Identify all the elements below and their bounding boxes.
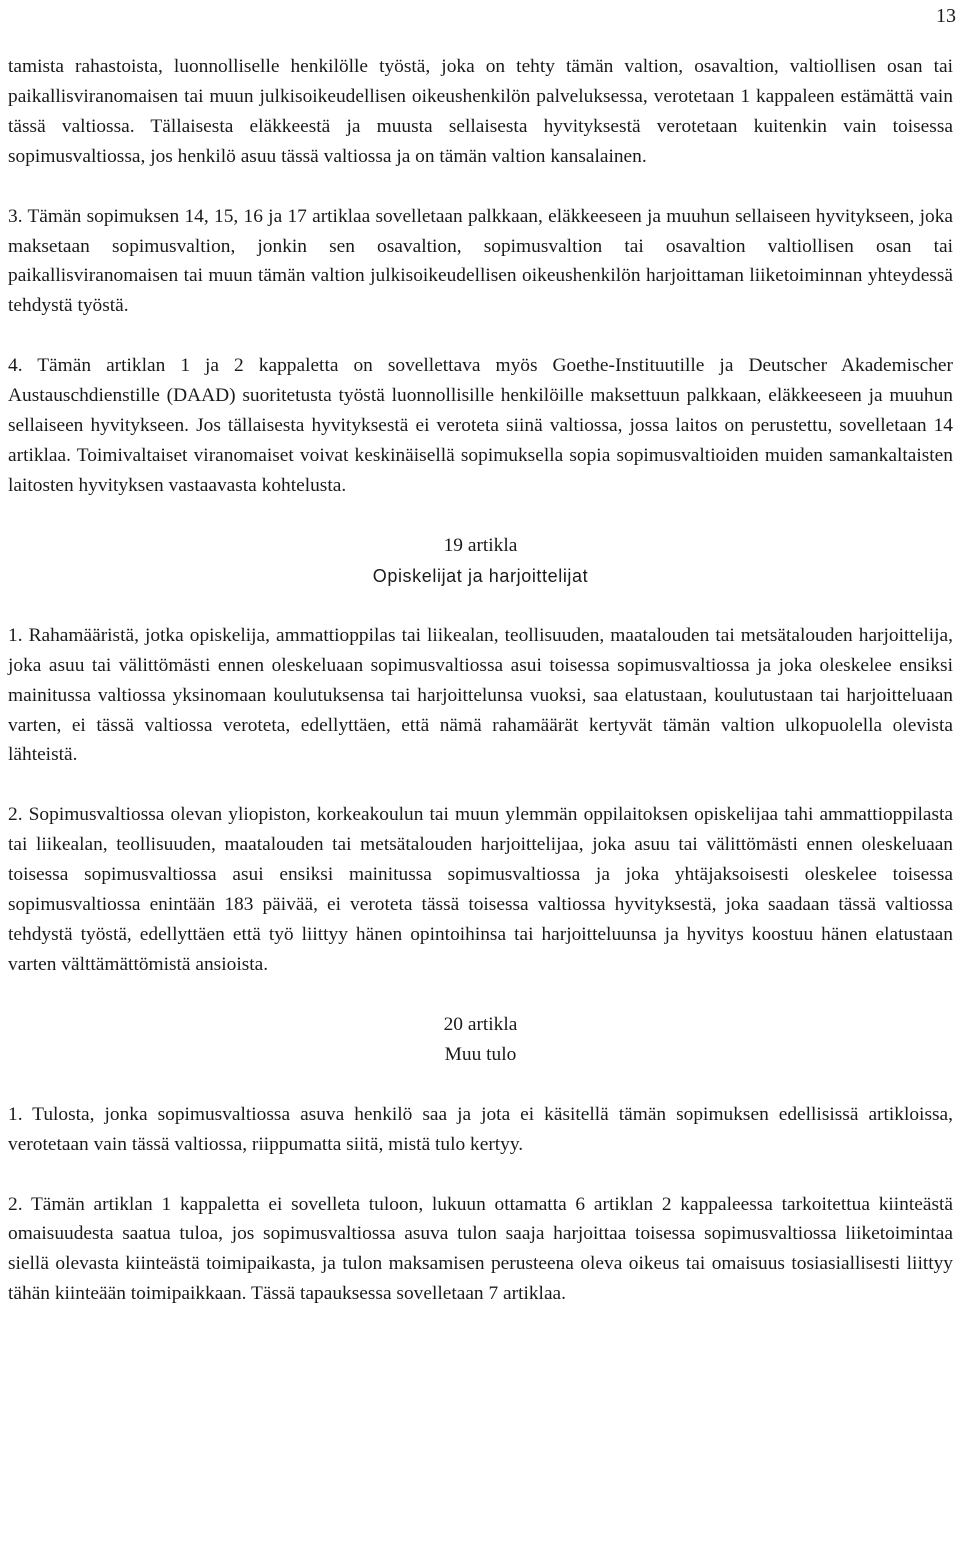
article-20-heading [8, 1010, 953, 1070]
paragraph-4: 4. Tämän artiklan 1 ja 2 kappaletta on sovellettava myös Goethe-Instituutille ja Deutscher Akademischer Austauschdienstille (DAAD) suoritetusta työstä luonnollisille henkilöille maksettuun palkkaan, eläkkeeseen ja muuhun sellaiseen hyvitykseen. Jos tällaisesta hyvityksestä ei veroteta siinä valtiossa, jossa laitos on perustettu, sovelletaan 14 artiklaa. Toimivaltaiset viranomaiset voivat keskinäisellä sopimuksella sopia sopimusvaltioiden muiden samankaltaisten laitosten hyvityksen vastaavasta kohtelusta. [8, 355, 953, 496]
paragraph-3: 3. Tämän sopimuksen 14, 15, 16 ja 17 artiklaa sovelletaan palkkaan, eläkkeeseen ja muuhun sellaiseen hyvitykseen, joka maksetaan sopimusvaltion, jonkin sen osavaltion, sopimusvaltion tai osavaltion valtiollisen osan tai paikallisviranomaisen tai muun tämän valtion julkisoikeudellisen oikeushenkilön harjoittaman liiketoiminnan yhteydessä tehdystä työstä. [8, 205, 953, 317]
article-20-paragraph-2: 2. Tämän artiklan 1 kappaletta ei sovelleta tuloon, lukuun ottamatta 6 artiklan 2 kappaleessa tarkoitettua kiinteästä omaisuudesta saatua tuloa, jos sopimusvaltiossa asuva tulon saaja harjoittaa toisessa sopimusvaltiossa liiketoimintaa siellä olevasta kiinteästä toimipaikasta, ja tulon maksamisen perusteena oleva oikeus tai omaisuus tosiasiallisesti liittyy tähän kiinteään toimipaikkaan. Tässä tapauksessa sovelletaan 7 artiklaa. [8, 1193, 953, 1305]
article-20-paragraph-1: 1. Tulosta, jonka sopimusvaltiossa asuva henkilö saa ja jota ei käsitellä tämän sopimuksen edellisissä artikloissa, verotetaan vain tässä valtiossa, riippumatta siitä, mistä tulo kertyy. [8, 1103, 953, 1155]
article-19-paragraph-2: 2. Sopimusvaltiossa olevan yliopiston, korkeakoulun tai muun ylemmän oppilaitoksen opiskelijaa tahi ammattioppilasta tai liikealan, teollisuuden, maatalouden tai metsätalouden harjoittelijaa, joka asuu tai välittömästi ennen oleskeluaan toisessa sopimusvaltiossa asui ensiksi mainitussa sopimusvaltiossa ja joka yhtäjaksoisesti oleskelee toisessa sopimusvaltiossa enintään 183 päivää, ei veroteta tässä toisessa valtiossa hyvityksestä, joka saadaan tässä valtiossa tehdystä työstä, edellyttäen että työ liittyy hänen opintoihinsa tai harjoitteluunsa ja hyvitys koostuu hänen elatustaan varten välttämättömistä ansioista. [8, 804, 953, 975]
page-number: 13 [936, 5, 956, 27]
article-20-title: Muu tulo [444, 1043, 517, 1065]
article-19-title: Opiskelijat ja harjoittelijat [372, 565, 589, 586]
article-19-paragraph-1: 1. Rahamääristä, jotka opiskelija, ammattioppilas tai liikealan, teollisuuden, maatalouden tai metsätalouden harjoittelija, joka asuu tai välittömästi ennen oleskeluaan sopimusvaltiossa asui toisessa sopimusvaltiossa ja joka oleskelee ensiksi mainitussa valtiossa yksinomaan koulutuksensa tai harjoittelunsa vuoksi, saa elatustaan, koulutustaan tai harjoitteluaan varten, ei tässä valtiossa veroteta, edellyttäen, että nämä rahamäärät kertyvät tämän valtion ulkopuolella olevista lähteistä. [8, 624, 953, 766]
article-19-heading [8, 531, 953, 591]
article-20-number: 20 artikla [443, 1013, 518, 1035]
paragraph-continuation: tamista rahastoista, luonnolliselle henkilölle työstä, joka on tehty tämän valtion, osavaltion, valtiollisen osan tai paikallisviranomaisen tai muun julkisoikeudellisen oikeushenkilön palveluksessa, verotetaan 1 kappaleen estämättä vain tässä valtiossa. Tällaisesta eläkkeestä ja muusta sellaisesta hyvityksestä verotetaan kuitenkin vain toisessa sopimusvaltiossa, jos henkilö asuu tässä valtiossa ja on tämän valtion kansalainen. [8, 56, 953, 167]
article-19-number: 19 artikla [443, 534, 518, 556]
